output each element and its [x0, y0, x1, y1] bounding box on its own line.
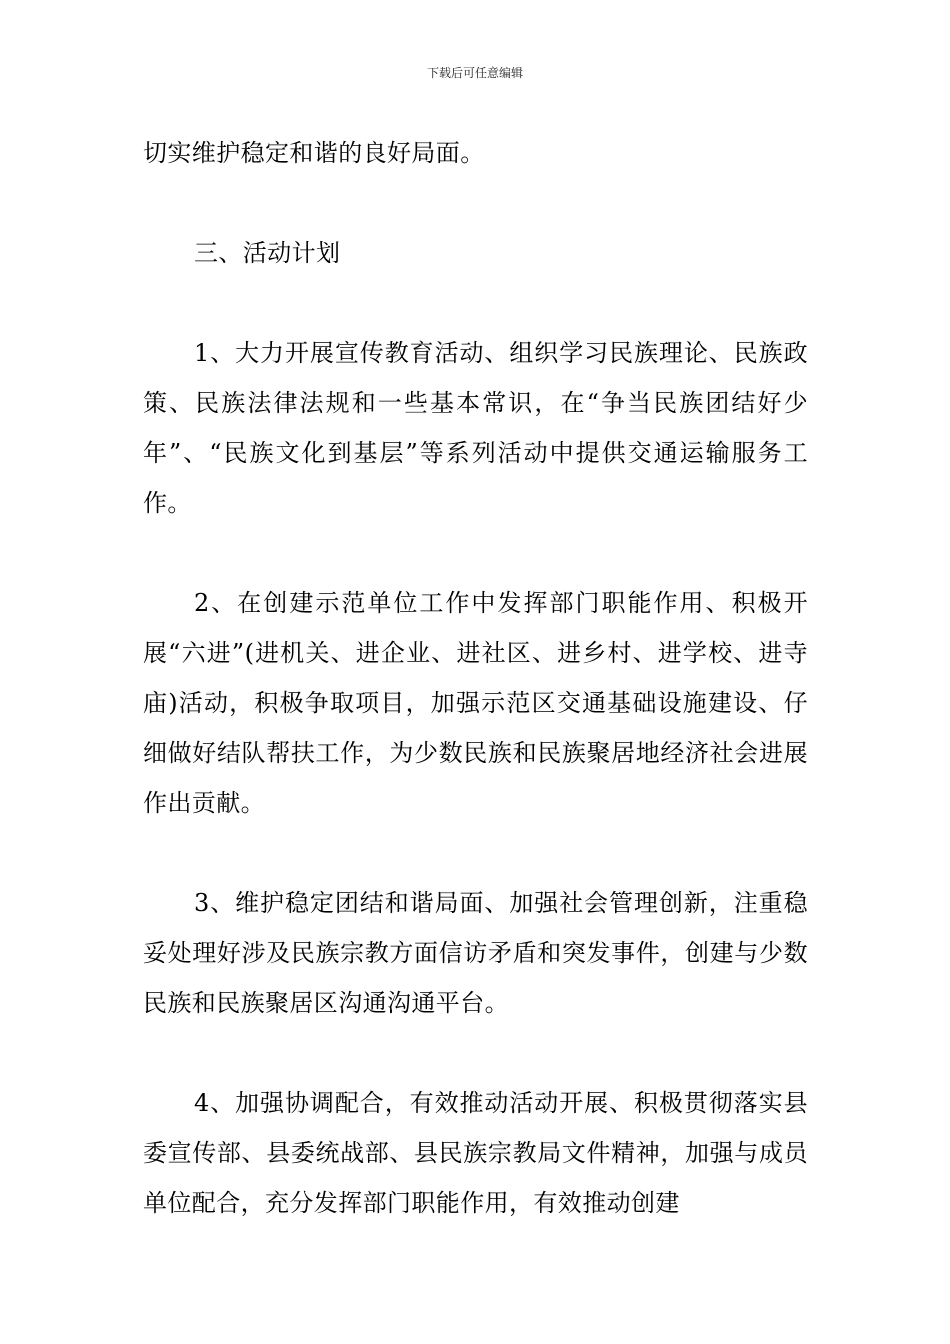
- paragraph-gap: [143, 528, 808, 578]
- paragraph-item-4: 4、加强协调配合，有效推动活动开展、积极贯彻落实县委宣传部、县委统战部、县民族宗教局文件精神，加强与成员单位配合，充分发挥部门职能作用，有效推动创建: [143, 1089, 808, 1217]
- paragraph-item-2: 2、在创建示范单位工作中发挥部门职能作用、积极开展“六进”(进机关、进企业、进社区、进乡村、进学校、进寺庙)活动，积极争取项目，加强示范区交通基础设施建设、仔细做好结队帮扶工作，为少数民族和民族聚居地经济社会进展作出贡献。: [143, 589, 808, 817]
- paragraph-gap: [143, 178, 808, 228]
- paragraph-gap: [143, 1028, 808, 1078]
- paragraph-item-3: 3、维护稳定团结和谐局面、加强社会管理创新，注重稳妥处理好涉及民族宗教方面信访矛盾和突发事件，创建与少数民族和民族聚居区沟通沟通平台。: [143, 889, 808, 1017]
- document-body: [143, 128, 808, 1228]
- section-heading: 三、活动计划: [194, 239, 341, 267]
- paragraph-item-1: 1、大力开展宣传教育活动、组织学习民族理论、民族政策、民族法律法规和一些基本常识，在“争当民族团结好少年”、“民族文化到基层”等系列活动中提供交通运输服务工作。: [143, 339, 808, 517]
- paragraph-continuation: 切实维护稳定和谐的良好局面。: [143, 139, 485, 167]
- paragraph-gap: [143, 278, 808, 328]
- page-header-note: 下载后可任意编辑: [426, 66, 523, 80]
- paragraph-gap: [143, 828, 808, 878]
